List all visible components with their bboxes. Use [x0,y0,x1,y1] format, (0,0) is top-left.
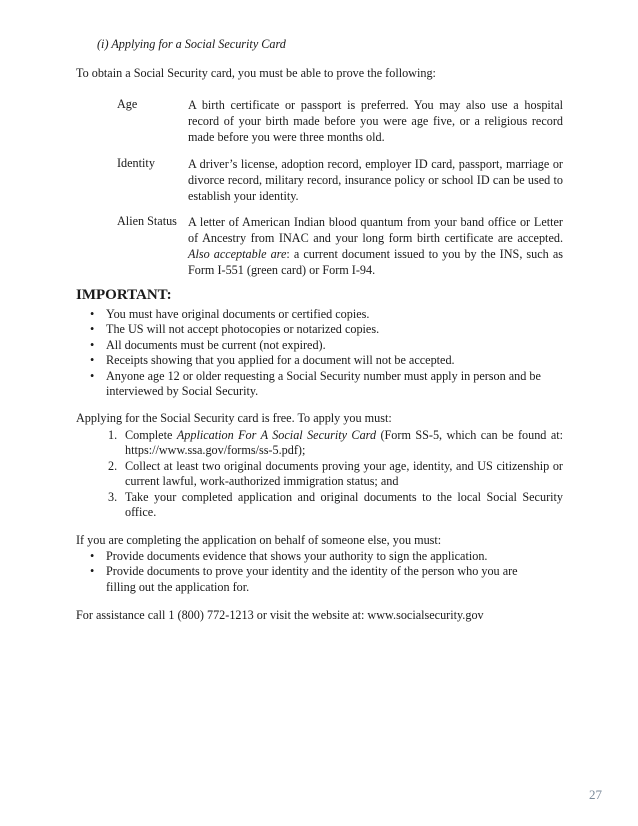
behalf-list [88,549,518,595]
step-item [108,428,563,459]
step-text-pre: Complete [125,428,177,442]
requirement-label: Age [117,97,138,111]
requirement-label: Alien Status [117,214,177,228]
step-text-post: (Form SS-5, which can be found at: https://www.ssa.gov/forms/ss-5.pdf); [125,428,563,458]
step-text-pre: Take your completed application and original documents to the local Social Security office. [125,489,563,520]
apply-steps [108,428,563,520]
requirement-description-italic: Also acceptable are [188,247,287,261]
step-number: 3. [108,489,118,504]
list-item: • Provide documents to prove your identity and the identity of the person who you are filling out the application for. [88,564,518,595]
requirement-description-rest: : a current document issued to you by the INS, such as Form I-551 (green card) or Form I-94. [188,247,563,277]
important-list [88,307,563,399]
step-item [108,490,563,521]
apply-intro-text: Applying for the Social Security card is free. To apply you must: [76,411,392,425]
list-item: • Provide documents evidence that shows your authority to sign the application. [88,549,518,564]
assistance-text: For assistance call 1 (800) 772-1213 or visit the website at: www.socialsecurity.gov [76,608,484,622]
list-item: • Receipts showing that you applied for a document will not be accepted. [88,353,563,368]
requirement-description [188,214,563,278]
step-text-italic: Application For A Social Security Card [176,428,377,442]
section-heading: (i) Applying for a Social Security Card [97,37,286,51]
important-heading: IMPORTANT: [76,287,172,303]
page-number: 27 [589,787,602,802]
list-item: • The US will not accept photocopies or notarized copies. [88,322,563,337]
list-item: • All documents must be current (not expired). [88,338,563,353]
step-text-pre: Collect at least two original documents proving your age, identity, and US citizenship or current lawful, work-authorized immigration status; and [125,458,563,489]
requirement-description: A driver’s license, adoption record, employer ID card, passport, marriage or divorce record, military record, insurance policy or school ID can be used to establish your identity. [188,157,563,203]
requirement-description: A birth certificate or passport is preferred. You may also use a hospital record of your birth made before you were age five, or a religious record made before you were three months old. [188,98,563,144]
behalf-intro-text: If you are completing the application on behalf of someone else, you must: [76,533,442,547]
step-number: 2. [108,458,118,473]
requirement-label: Identity [117,156,155,170]
requirement-description-main: A letter of American Indian blood quantum from your band office or Letter of Ancestry from INAC and your long form birth certificate are accepted. [188,215,563,245]
list-item: • You must have original documents or certified copies. [88,307,563,322]
step-number: 1. [108,428,118,442]
list-item: • Anyone age 12 or older requesting a Social Security number must apply in person and be interviewed by Social Security. [88,369,563,400]
intro-text: To obtain a Social Security card, you must be able to prove the following: [76,66,436,80]
step-item [108,459,563,490]
